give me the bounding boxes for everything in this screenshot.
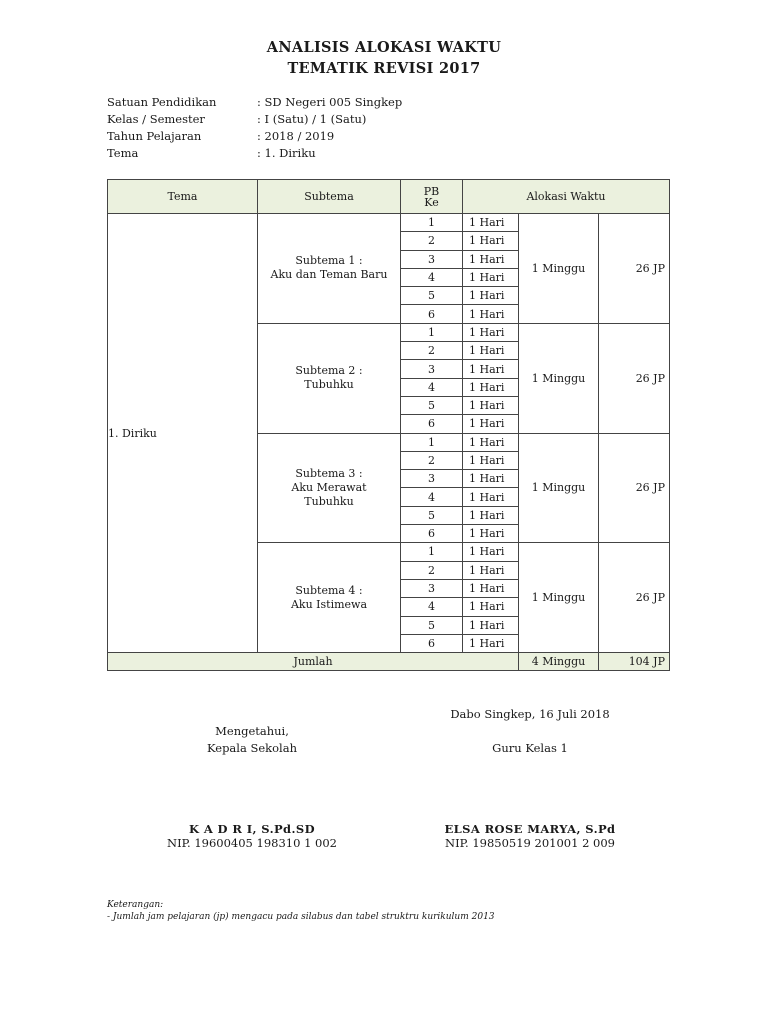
subtema-label-line: Subtema 3 :: [295, 466, 363, 480]
guru-kelas-name: ELSA ROSE MARYA, S.Pd: [444, 822, 616, 836]
hari-cell: 1 Hari: [463, 634, 519, 652]
pb-cell: 5: [401, 506, 463, 524]
info-value: : 1. Diriku: [257, 146, 316, 160]
pb-cell: 2: [401, 342, 463, 360]
pb-cell: 2: [401, 561, 463, 579]
hari-cell: 1 Hari: [463, 268, 519, 286]
document-subtitle: TEMATIK REVISI 2017: [287, 60, 481, 77]
document-title: ANALISIS ALOKASI WAKTU: [266, 39, 502, 56]
keterangan-heading: Keterangan:: [107, 900, 164, 910]
kepala-sekolah-nip: NIP. 19600405 198310 1 002: [167, 836, 337, 850]
subtema-cell: [258, 214, 401, 324]
keterangan: [107, 899, 495, 923]
pb-cell: 1: [401, 433, 463, 451]
info-label: Kelas / Semester: [107, 112, 205, 126]
header-pb: PB: [423, 184, 440, 198]
hari-cell: 1 Hari: [463, 561, 519, 579]
hari-cell: 1 Hari: [463, 396, 519, 414]
hari-cell: 1 Hari: [463, 451, 519, 469]
minggu-cell: 1 Minggu: [519, 543, 599, 653]
subtema-label-line: Tubuhku: [304, 378, 354, 392]
table-row: [108, 214, 670, 232]
info-label: Tahun Pelajaran: [107, 129, 202, 143]
hari-cell: 1 Hari: [463, 305, 519, 323]
total-jp: 104 JP: [599, 653, 670, 671]
hari-cell: 1 Hari: [463, 323, 519, 341]
info-label: Tema: [107, 146, 139, 160]
subtema-cell: [258, 543, 401, 653]
pb-cell: 3: [401, 250, 463, 268]
info-value: : 2018 / 2019: [257, 129, 335, 143]
hari-cell: 1 Hari: [463, 525, 519, 543]
subtema-label-line: Tubuhku: [304, 494, 354, 508]
pb-cell: 3: [401, 470, 463, 488]
pb-cell: 6: [401, 525, 463, 543]
subtema-label-line: Subtema 1 :: [295, 254, 363, 268]
hari-cell: 1 Hari: [463, 433, 519, 451]
hari-cell: 1 Hari: [463, 579, 519, 597]
subtema-label-line: Aku Merawat: [291, 480, 367, 494]
pb-cell: 4: [401, 268, 463, 286]
pb-cell: 2: [401, 451, 463, 469]
kepala-sekolah-label: Kepala Sekolah: [206, 741, 297, 755]
pb-cell: 4: [401, 378, 463, 396]
hari-cell: 1 Hari: [463, 360, 519, 378]
table-header-row: [108, 180, 670, 214]
subtema-cell: [258, 323, 401, 433]
pb-cell: 6: [401, 305, 463, 323]
header-tema: Tema: [108, 180, 258, 214]
hari-cell: 1 Hari: [463, 214, 519, 232]
subtema-label-line: Subtema 4 :: [295, 583, 363, 597]
subtema-cell: [258, 433, 401, 543]
guru-kelas-nip: NIP. 19850519 201001 2 009: [445, 836, 615, 850]
minggu-cell: 1 Minggu: [519, 323, 599, 433]
jp-cell: 26 JP: [599, 433, 670, 543]
pb-cell: 1: [401, 323, 463, 341]
hari-cell: 1 Hari: [463, 378, 519, 396]
header-alokasi-waktu: Alokasi Waktu: [463, 180, 670, 214]
pb-cell: 3: [401, 579, 463, 597]
header-pb-ke: [401, 180, 463, 214]
place-date: Dabo Singkep, 16 Juli 2018: [450, 707, 610, 721]
hari-cell: 1 Hari: [463, 598, 519, 616]
hari-cell: 1 Hari: [463, 415, 519, 433]
info-value: : I (Satu) / 1 (Satu): [257, 112, 367, 126]
jp-cell: 26 JP: [599, 214, 670, 324]
pb-cell: 5: [401, 287, 463, 305]
minggu-cell: 1 Minggu: [519, 214, 599, 324]
subtema-label-line: Aku Istimewa: [290, 597, 368, 611]
jp-cell: 26 JP: [599, 543, 670, 653]
hari-cell: 1 Hari: [463, 342, 519, 360]
pb-cell: 5: [401, 396, 463, 414]
hari-cell: 1 Hari: [463, 287, 519, 305]
hari-cell: 1 Hari: [463, 232, 519, 250]
pb-cell: 2: [401, 232, 463, 250]
kepala-sekolah-name: K A D R I, S.Pd.SD: [189, 822, 315, 836]
hari-cell: 1 Hari: [463, 616, 519, 634]
pb-cell: 5: [401, 616, 463, 634]
tema-cell: 1. Diriku: [108, 214, 258, 653]
pb-cell: 1: [401, 214, 463, 232]
mengetahui-label: Mengetahui,: [215, 724, 289, 738]
pb-cell: 4: [401, 598, 463, 616]
info-label: Satuan Pendidikan: [107, 95, 217, 109]
hari-cell: 1 Hari: [463, 250, 519, 268]
pb-cell: 6: [401, 415, 463, 433]
subtema-label-line: Aku dan Teman Baru: [270, 268, 388, 282]
total-minggu: 4 Minggu: [519, 653, 599, 671]
total-label: Jumlah: [108, 653, 519, 671]
pb-cell: 6: [401, 634, 463, 652]
pb-cell: 3: [401, 360, 463, 378]
header-subtema: Subtema: [258, 180, 401, 214]
jp-cell: 26 JP: [599, 323, 670, 433]
subtema-label-line: Subtema 2 :: [295, 364, 363, 378]
header-ke: Ke: [424, 195, 439, 209]
info-value: : SD Negeri 005 Singkep: [257, 95, 403, 109]
guru-kelas-label: Guru Kelas 1: [492, 741, 568, 755]
alokasi-waktu-table: [107, 179, 670, 671]
pb-cell: 1: [401, 543, 463, 561]
hari-cell: 1 Hari: [463, 470, 519, 488]
hari-cell: 1 Hari: [463, 506, 519, 524]
total-row: [108, 653, 670, 671]
pb-cell: 4: [401, 488, 463, 506]
minggu-cell: 1 Minggu: [519, 433, 599, 543]
keterangan-note: - Jumlah jam pelajaran (jp) mengacu pada silabus dan tabel struktru kurikulum 2013: [107, 912, 495, 922]
hari-cell: 1 Hari: [463, 488, 519, 506]
hari-cell: 1 Hari: [463, 543, 519, 561]
